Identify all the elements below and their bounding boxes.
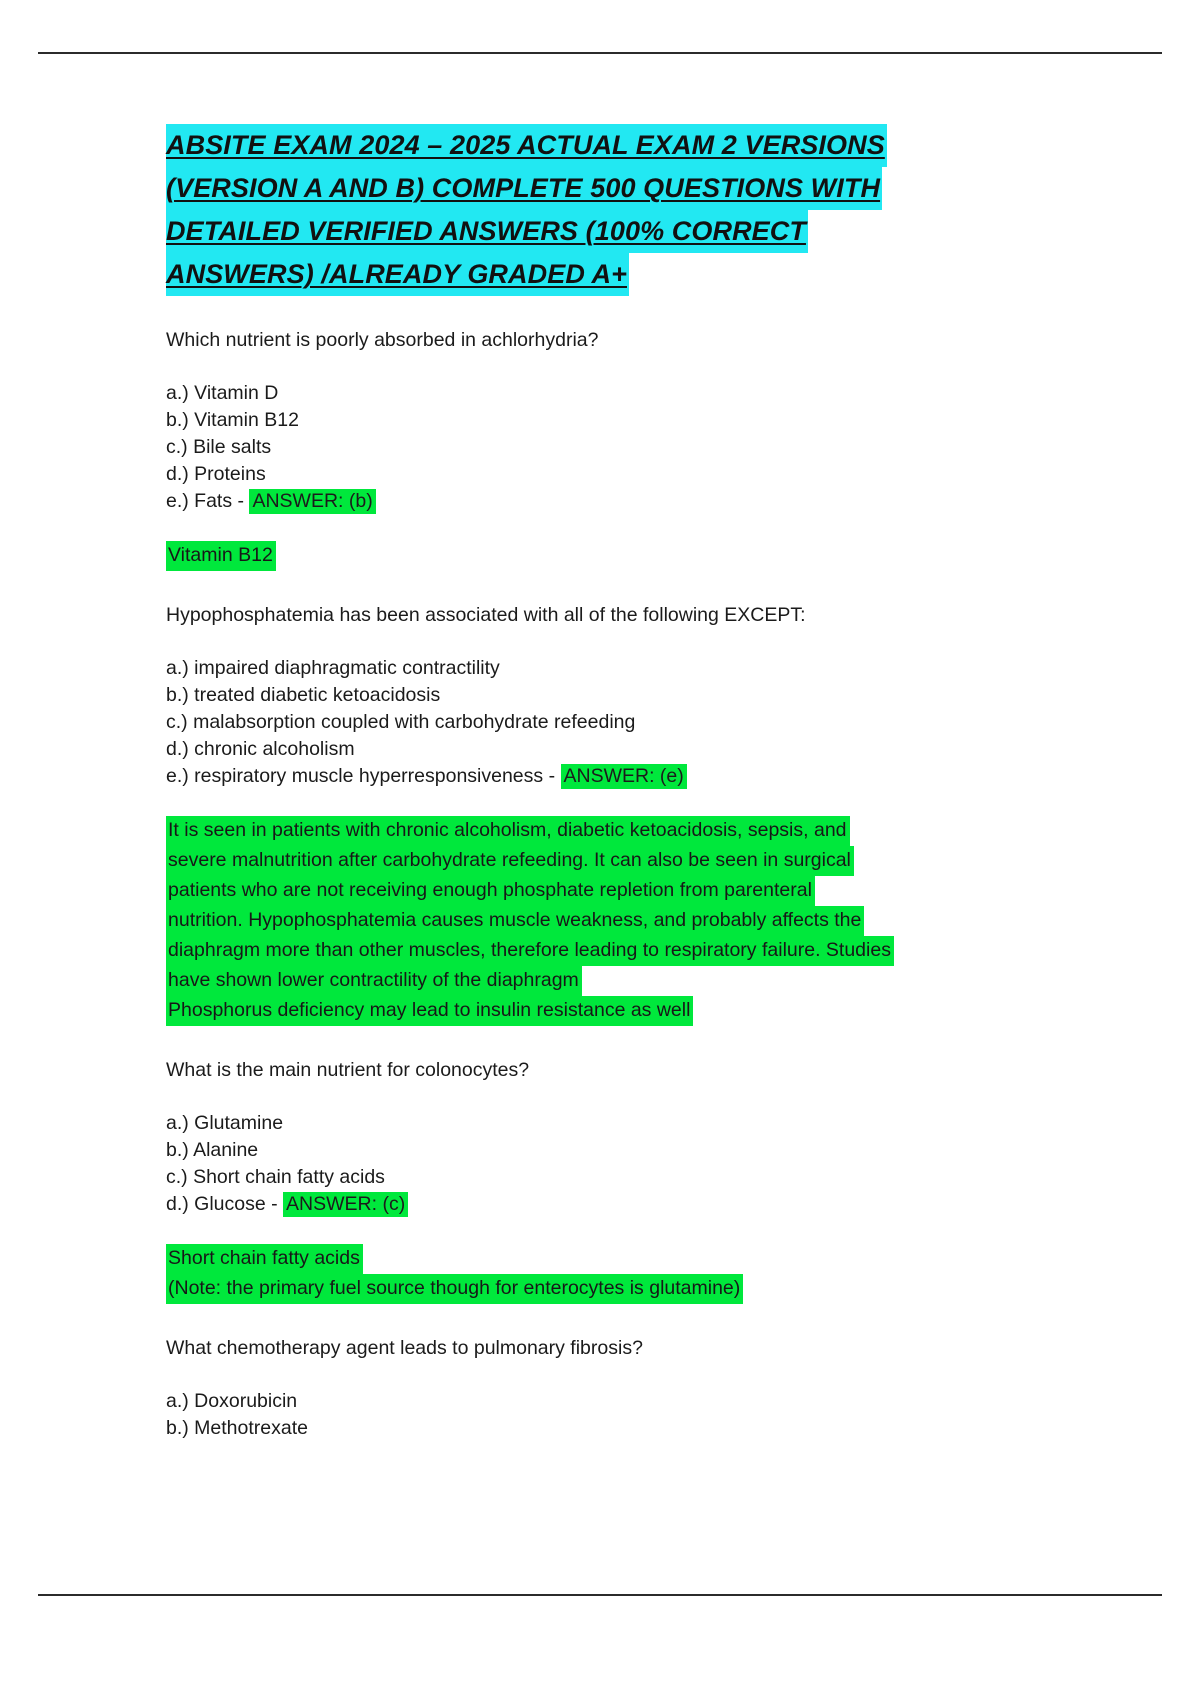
explanation-line: It is seen in patients with chronic alcoholism, diabetic ketoacidosis, sepsis, and — [166, 816, 850, 846]
explanation-line: diaphragm more than other muscles, therefore leading to respiratory failure. Studies — [166, 936, 894, 966]
explanation-line: (Note: the primary fuel source though for enterocytes is glutamine) — [166, 1274, 743, 1304]
explanation-line: Vitamin B12 — [166, 541, 276, 571]
explanation-line: Phosphorus deficiency may lead to insulin resistance as well — [166, 996, 693, 1026]
question-prompt: Which nutrient is poorly absorbed in achlorhydria? — [166, 329, 599, 351]
title-line-2: (VERSION A AND B) COMPLETE 500 QUESTIONS WITH — [166, 167, 882, 210]
page-title — [166, 124, 1066, 296]
option-b: b.) Vitamin B12 — [166, 409, 299, 431]
option-d-label: d.) Glucose - — [166, 1193, 284, 1215]
option-d — [166, 1191, 1066, 1218]
option-d: d.) Proteins — [166, 463, 266, 485]
explanation-line: Short chain fatty acids — [166, 1244, 363, 1274]
header-rule — [38, 52, 1162, 54]
option-e-label: e.) respiratory muscle hyperresponsiveness - — [166, 765, 561, 787]
option-a: a.) Doxorubicin — [166, 1390, 298, 1412]
answer-badge: ANSWER: (e) — [561, 764, 687, 789]
option-c: c.) malabsorption coupled with carbohydrate refeeding — [166, 711, 636, 733]
title-line-3: DETAILED VERIFIED ANSWERS (100% CORRECT — [166, 210, 808, 253]
explanation-line: nutrition. Hypophosphatemia causes muscle weakness, and probably affects the — [166, 906, 864, 936]
title-line-1: ABSITE EXAM 2024 – 2025 ACTUAL EXAM 2 VERSIONS — [166, 124, 887, 167]
option-a: a.) impaired diaphragmatic contractility — [166, 657, 500, 679]
option-e-label: e.) Fats - — [166, 490, 250, 512]
explanation-line: patients who are not receiving enough phosphate repletion from parenteral — [166, 876, 815, 906]
title-line-4: ANSWERS) /ALREADY GRADED A+ — [166, 253, 629, 296]
answer-badge: ANSWER: (b) — [249, 489, 375, 514]
explanation-line: have shown lower contractility of the diaphragm — [166, 966, 582, 996]
option-a: a.) Glutamine — [166, 1112, 284, 1134]
option-c: c.) Short chain fatty acids — [166, 1166, 385, 1188]
answer-explanation — [166, 816, 1066, 1026]
option-a: a.) Vitamin D — [166, 382, 279, 404]
question-options — [166, 1110, 1066, 1218]
question-options — [166, 1388, 1066, 1442]
question-prompt: What chemotherapy agent leads to pulmonary fibrosis? — [166, 1337, 643, 1359]
option-b: b.) Methotrexate — [166, 1417, 308, 1439]
question-options — [166, 655, 1066, 790]
option-d: d.) chronic alcoholism — [166, 738, 355, 760]
option-e — [166, 488, 1066, 515]
option-b: b.) treated diabetic ketoacidosis — [166, 684, 441, 706]
option-e — [166, 763, 1066, 790]
answer-explanation — [166, 541, 1066, 571]
document-content — [166, 124, 1066, 1468]
question-options — [166, 380, 1066, 515]
answer-badge: ANSWER: (c) — [283, 1192, 408, 1217]
footer-rule — [38, 1594, 1162, 1596]
option-c: c.) Bile salts — [166, 436, 272, 458]
question-prompt: Hypophosphatemia has been associated with all of the following EXCEPT: — [166, 604, 806, 626]
answer-explanation — [166, 1244, 1066, 1304]
question-prompt: What is the main nutrient for colonocytes? — [166, 1059, 530, 1081]
option-b: b.) Alanine — [166, 1139, 259, 1161]
explanation-line: severe malnutrition after carbohydrate refeeding. It can also be seen in surgical — [166, 846, 854, 876]
